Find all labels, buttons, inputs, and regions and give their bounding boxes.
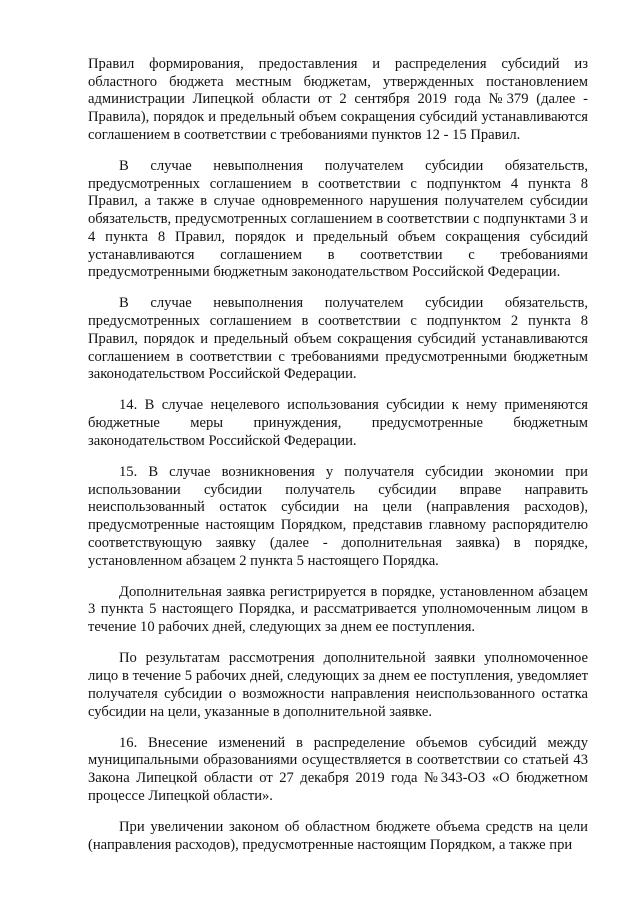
paragraph-item-15: 15. В случае возникновения у получателя субсидии экономии при использовании субсидии получатель субсидии вправе направить неиспользованный остаток субсидии на цели (направления расходов), предусмотренные настоящим Порядком, представив главному распорядителю соответствующую заявку (далее - дополнительная заявка) в порядке, установленном абзацем 2 пункта 5 настоящего Порядка. (88, 464, 588, 569)
paragraph-rules-continuation: Правил формирования, предоставления и распределения субсидий из областного бюджета местным бюджетам, утвержденных постановлением администрации Липецкой области от 2 сентября 2019 года №379 (далее - Правила), порядок и предельный объем сокращения субсидий устанавливаются соглашением в соответствии с требованиями пунктов 12 - 15 Правил. (88, 56, 588, 143)
paragraph-budget-increase: При увеличении законом об областном бюджете объема средств на цели (направления расходов), предусмотренные настоящим Порядком, а также при (88, 819, 588, 853)
paragraph-additional-request-registration: Дополнительная заявка регистрируется в порядке, установленном абзацем 3 пункта 5 настоящего Порядка, и рассматривается уполномоченным лицом в течение 10 рабочих дней, следующих за днем ее поступления. (88, 583, 588, 636)
paragraph-item-16: 16. Внесение изменений в распределение объемов субсидий между муниципальными образованиями осуществляется в соответствии со статьей 43 Закона Липецкой области от 27 декабря 2019 года №343-ОЗ «О бюджетном процессе Липецкой области». (88, 734, 588, 804)
paragraph-subparagraph-2-violation: В случае невыполнения получателем субсидии обязательств, предусмотренных соглашением в соответствии с подпунктом 2 пункта 8 Правил, порядок и предельный объем сокращения субсидий устанавливаются соглашением в соответствии с требованиями предусмотренными бюджетным законодательством Российской Федерации. (88, 295, 588, 383)
paragraph-item-14: 14. В случае нецелевого использования субсидии к нему применяются бюджетные меры принуждения, предусмотренные бюджетным законодательством Российской Федерации. (88, 397, 588, 449)
paragraph-additional-request-result: По результатам рассмотрения дополнительной заявки уполномоченное лицо в течение 5 рабочих дней, следующих за днем ее поступления, уведомляет получателя субсидии о возможности направления неиспользованного остатка субсидии на цели, указанные в дополнительной заявке. (88, 650, 588, 720)
paragraph-subparagraph-4-violation: В случае невыполнения получателем субсидии обязательств, предусмотренных соглашением в соответствии с подпунктом 4 пункта 8 Правил, а также в случае одновременного нарушения получателем субсидии обязательств, предусмотренных соглашением в соответствии с подпунктами 3 и 4 пункта 8 Правил, порядок и предельный объем сокращения субсидий устанавливаются соглашением в соответствии с требованиями предусмотренными бюджетным законодательством Российской Федерации. (88, 158, 588, 281)
